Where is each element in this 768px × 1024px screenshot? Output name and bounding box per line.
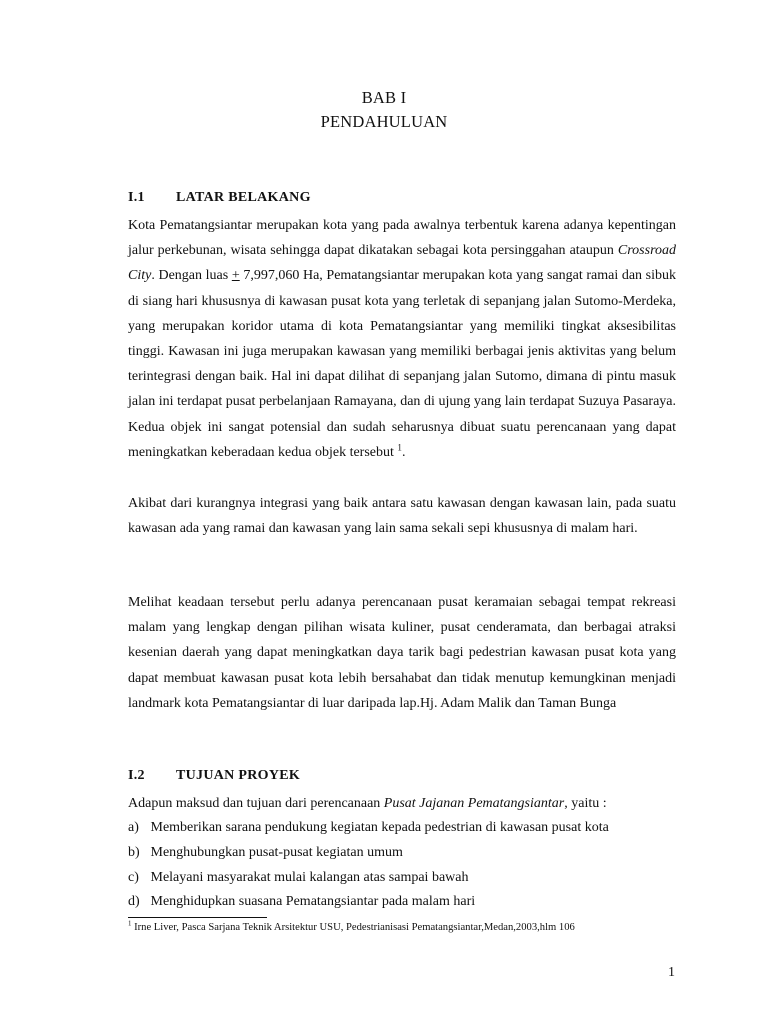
list-item bbox=[128, 890, 676, 915]
footnote bbox=[128, 921, 688, 935]
paragraph-latar-belakang-3: Melihat keadaan tersebut perlu adanya perencanaan pusat keramaian sebagai tempat rekreasi malam yang lengkap dengan pilihan wisata kuliner, pusat cenderamata, dan berbagai atraksi kesenian daerah yang dapat meningkatkan daya tarik bagi pedestrian kawasan pusat kota yang dapat membuat kawasan pusat kota lebih bersahabat dan tidak menutup kemungkinan menjadi landmark kota Pematangsiantar di luar daripada lap.Hj. Adam Malik dan Taman Bunga bbox=[128, 595, 676, 711]
paragraph-text: , yaitu : bbox=[564, 796, 607, 811]
footnote-reference[interactable]: 1 bbox=[397, 442, 402, 453]
paragraph-text: Adapun maksud dan tujuan dari perencanaan bbox=[128, 796, 384, 811]
list-item-text: Melayani masyarakat mulai kalangan atas sampai bawah bbox=[150, 869, 469, 885]
paragraph-latar-belakang-2: Akibat dari kurangnya integrasi yang baik antara satu kawasan dengan kawasan lain, pada suatu kawasan ada yang ramai dan kawasan yang lain sama sekali sepi khususnya di malam hari. bbox=[128, 496, 676, 537]
section-heading-latar-belakang bbox=[128, 190, 311, 206]
list-item-text: Menghidupkan suasana Pematangsiantar pada malam hari bbox=[150, 894, 476, 910]
list-item bbox=[128, 816, 676, 841]
plus-minus-symbol: + bbox=[231, 268, 240, 284]
italic-term-project-name: Pusat Jajanan Pematangsiantar bbox=[383, 796, 565, 811]
chapter-number: BAB I bbox=[361, 88, 407, 107]
list-item bbox=[128, 841, 676, 866]
paragraph-latar-belakang-1 bbox=[128, 213, 676, 465]
paragraph-text: 7,997,060 Ha, Pematangsiantar merupakan kota yang sangat ramai dan sibuk di siang hari khususnya di kawasan pusat kota yang terletak di sepanjang jalan Sutomo-Merdeka, yang merupakan koridor utama di kota Pematangsiantar yang memiliki tingkat aksesibilitas tinggi. Kawasan ini juga merupakan kawasan yang memiliki berbagai jenis aktivitas yang belum terintegrasi dengan baik. Hal ini dapat dilihat di sepanjang jalan Sutomo, dimana di pintu masuk jalan ini terdapat pusat perbelanjaan Ramayana, dan di ujung yang lain terdapat Suzuya Pasaraya. Kedua objek ini sangat potensial dan sudah seharusnya dibuat suatu perencanaan yang dapat meningkatkan keberadaan kedua objek tersebut bbox=[128, 268, 677, 460]
objectives-list bbox=[128, 816, 676, 915]
section-title: TUJUAN PROYEK bbox=[176, 768, 301, 783]
italic-term-crossroad-city: Crossroad City bbox=[128, 243, 676, 284]
footnote-text: Irne Liver, Pasca Sarjana Teknik Arsitektur USU, Pedestrianisasi Pematangsiantar,Medan,2003,hlm 106 bbox=[131, 922, 575, 933]
section-number: I.2 bbox=[128, 768, 145, 783]
footnote-separator bbox=[128, 917, 267, 918]
section-heading-tujuan-proyek bbox=[128, 768, 300, 784]
paragraph-text: . Dengan luas bbox=[151, 268, 232, 284]
list-marker: a) bbox=[128, 820, 139, 835]
list-marker: d) bbox=[128, 894, 140, 910]
section-number: I.1 bbox=[128, 190, 145, 205]
list-item-text: Menghubungkan pusat-pusat kegiatan umum bbox=[150, 844, 403, 860]
list-marker: c) bbox=[128, 869, 139, 885]
list-marker: b) bbox=[128, 844, 140, 860]
footnote-marker: 1 bbox=[128, 920, 132, 928]
chapter-title: PENDAHULUAN bbox=[320, 112, 448, 131]
paragraph-end: . bbox=[401, 444, 406, 460]
page-number: 1 bbox=[668, 965, 675, 980]
paragraph-tujuan-intro bbox=[128, 791, 676, 816]
list-item-text: Memberikan sarana pendukung kegiatan kepada pedestrian di kawasan pusat kota bbox=[150, 820, 609, 835]
list-item bbox=[128, 866, 676, 891]
paragraph-text: Kota Pematangsiantar merupakan kota yang pada awalnya terbentuk karena adanya kepentingan jalur perkebunan, wisata sehingga dapat dikatakan sebagai kota persinggahan ataupun bbox=[128, 218, 676, 259]
section-title: LATAR BELAKANG bbox=[176, 190, 311, 205]
